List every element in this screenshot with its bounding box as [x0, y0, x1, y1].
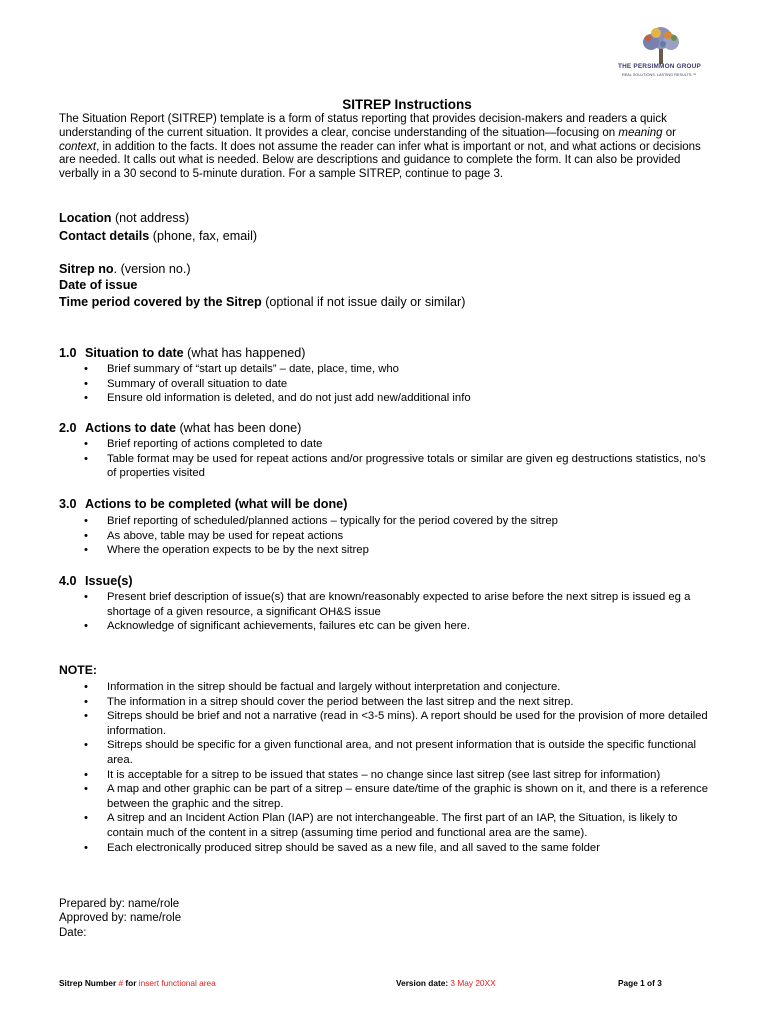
note-list	[80, 680, 710, 855]
field-contact-details	[59, 229, 257, 243]
section-number: 4.0	[59, 574, 77, 588]
section-heading	[59, 497, 347, 511]
section-number: 3.0	[59, 497, 77, 511]
footer-sitrep-number	[59, 978, 216, 988]
section-2-list	[80, 437, 710, 481]
signoff-date: Date:	[59, 926, 87, 939]
section-3-list	[80, 514, 710, 558]
list-item: • It is acceptable for a sitrep to be issued that states – no change since last sitrep (see last sitrep for information)	[80, 768, 710, 783]
intro-text: , in addition to the facts. It does not assume the reader can infer what is important or not, and what actions or decisions are needed. It calls out what is needed. Below are descriptions and guidance to complete the form. It can also be provided verbally in a 30 second to 5-minute duration. For a sample SITREP, continue to page 3.	[59, 140, 701, 181]
signoff-block	[59, 897, 181, 940]
intro-paragraph	[59, 113, 711, 182]
intro-emphasis-meaning: meaning	[618, 126, 663, 139]
field-label: Contact details	[59, 229, 150, 243]
field-note: (optional if not issue daily or similar)	[261, 295, 466, 309]
tree-logo-icon	[636, 24, 686, 64]
field-date-of-issue	[59, 278, 137, 292]
list-item: • As above, table may be used for repeat actions	[80, 529, 710, 544]
section-title: Actions to be completed (what will be done)	[85, 497, 348, 511]
approved-by: Approved by: name/role	[59, 912, 182, 925]
prepared-by: Prepared by: name/role	[59, 898, 180, 910]
section-title: Actions to date	[85, 421, 176, 435]
section-title: Situation to date	[85, 346, 184, 360]
list-item: • Table format may be used for repeat actions and/or progressive totals or similar are given eg destructions statistics, no’s of properties visited	[80, 452, 710, 481]
list-item: • Information in the sitrep should be factual and largely without interpretation and conjecture.	[80, 680, 710, 695]
section-heading	[59, 574, 133, 588]
section-note: (what has happened)	[183, 346, 306, 360]
field-location	[59, 211, 189, 225]
section-heading	[59, 421, 301, 435]
field-label: Location	[59, 211, 112, 225]
list-item: • Acknowledge of significant achievements, failures etc can be given here.	[80, 619, 710, 634]
section-number: 2.0	[59, 421, 77, 435]
field-label: Date of issue	[59, 278, 138, 292]
field-label: Time period covered by the Sitrep	[59, 295, 262, 309]
section-1-list	[80, 362, 710, 406]
list-item: • Sitreps should be brief and not a narrative (read in <3-5 mins). A report should be used for the provision of more detailed information.	[80, 709, 710, 738]
footer-version-date	[396, 978, 496, 988]
section-number: 1.0	[59, 346, 77, 360]
list-item: • Brief reporting of actions completed to date	[80, 437, 710, 452]
list-item: • Each electronically produced sitrep should be saved as a new file, and all saved to the same folder	[80, 841, 710, 856]
footer-placeholder: #	[116, 978, 124, 988]
section-4-list	[80, 590, 710, 634]
intro-text: or	[662, 126, 676, 139]
field-time-period	[59, 295, 465, 309]
footer-label: Version date:	[396, 978, 449, 988]
list-item: • Sitreps should be specific for a given functional area, and not present information that is outside the specific functional area.	[80, 738, 710, 767]
list-item: • Brief reporting of scheduled/planned actions – typically for the period covered by the sitrep	[80, 514, 710, 529]
list-item: • Where the operation expects to be by the next sitrep	[80, 543, 710, 558]
list-item: • Summary of overall situation to date	[80, 377, 710, 392]
list-item: • Brief summary of “start up details” – date, place, time, who	[80, 362, 710, 377]
list-item: • The information in a sitrep should cover the period between the last sitrep and the next sitrep.	[80, 695, 710, 710]
footer-label: Sitrep Number	[59, 978, 117, 988]
document-title: SITREP Instructions	[342, 97, 472, 112]
section-heading	[59, 346, 305, 360]
intro-emphasis-context: context	[59, 140, 97, 153]
footer-placeholder: 3 May 20XX	[448, 978, 496, 988]
list-item: • Ensure old information is deleted, and do not just add new/additional info	[80, 391, 710, 406]
section-title: Issue(s)	[85, 574, 133, 588]
field-note: . (version no.)	[113, 262, 191, 276]
intro-text: The Situation Report (SITREP) template is a form of status reporting that provides decision-makers and readers a quick understanding of the current situation. It provides a clear, concise understanding of the situation—focusing on	[59, 113, 667, 139]
field-label: Sitrep no	[59, 262, 114, 276]
logo-tagline: REAL SOLUTIONS. LASTING RESULTS.™	[622, 73, 697, 77]
field-note: (not address)	[111, 211, 190, 225]
logo-brand-text: THE PERSIMMON GROUP	[618, 63, 701, 70]
footer-label: for	[123, 978, 139, 988]
footer-placeholder: insert functional area	[138, 978, 216, 988]
list-item: • A map and other graphic can be part of a sitrep – ensure date/time of the graphic is shown on it, and there is a reference between the graphic and the sitrep.	[80, 782, 710, 811]
section-note: (what has been done)	[175, 421, 302, 435]
note-heading: NOTE:	[59, 663, 97, 677]
list-item: • Present brief description of issue(s) that are known/reasonably expected to arise before the next sitrep is issued eg a shortage of a given resource, a significant OH&S issue	[80, 590, 710, 619]
field-sitrep-no	[59, 262, 191, 276]
footer-page-number: Page 1 of 3	[618, 978, 662, 988]
company-logo	[618, 24, 710, 82]
field-note: (phone, fax, email)	[149, 229, 258, 243]
list-item: • A sitrep and an Incident Action Plan (IAP) are not interchangeable. The first part of an IAP, the Situation, is likely to contain much of the content in a sitrep (assuming time period and functional area are the same).	[80, 811, 710, 840]
